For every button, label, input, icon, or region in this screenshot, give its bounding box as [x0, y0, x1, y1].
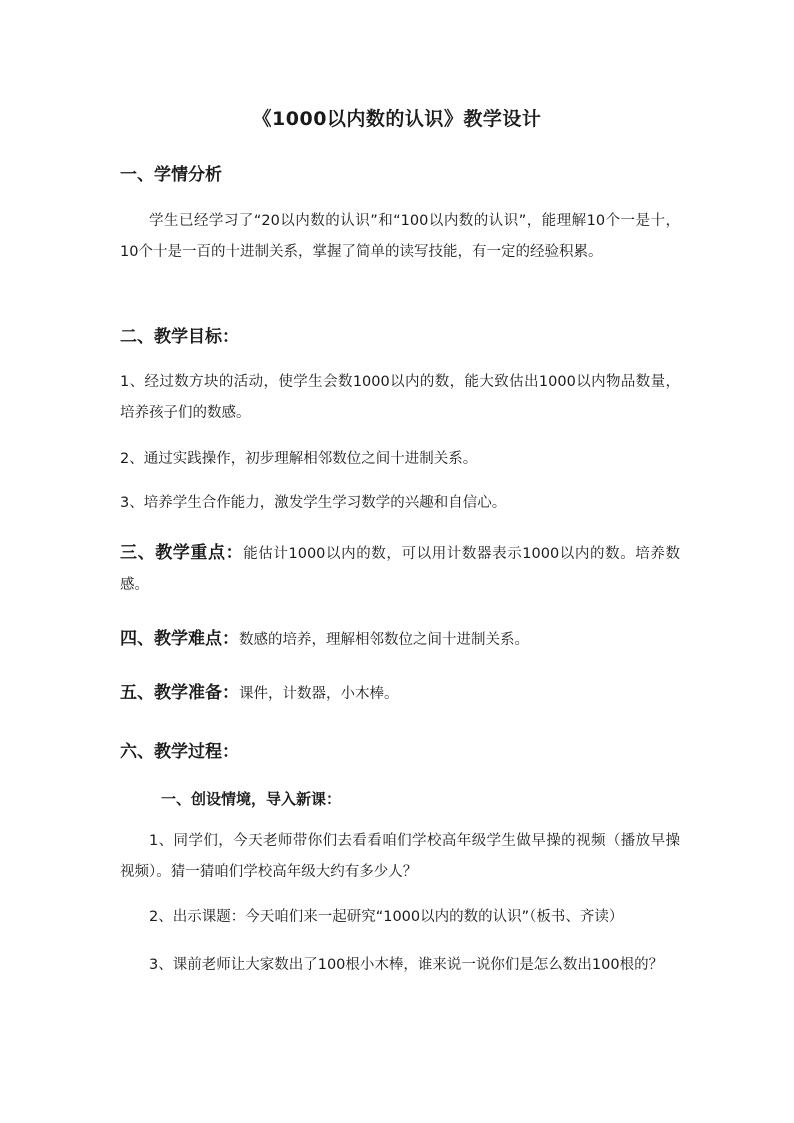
- preparation-text: 课件，计数器，小木棒。: [239, 686, 399, 702]
- difficulties-label: 四、教学难点：: [120, 629, 239, 649]
- section-heading-analysis: 一、学情分析: [120, 165, 222, 185]
- document-title: 《1000以内数的认识》教学设计: [252, 108, 542, 130]
- analysis-paragraph: 学生已经学习了“20以内数的认识”和“100以内数的认识”，能理解10个一是十，10个十是一百的十进制关系，掌握了简单的读写技能，有一定的经验积累。: [120, 213, 680, 260]
- process-item-3: 3、课前老师让大家数出了100根小木棒，谁来说一说你们是怎么数出100根的？: [149, 957, 664, 973]
- key-points-paragraph: [120, 538, 680, 601]
- key-points-text: 能估计1000以内的数，可以用计数器表示1000以内的数。培养数感。: [120, 546, 680, 593]
- goal-item-1: 1、经过数方块的活动，使学生会数1000以内的数，能大致估出1000以内物品数量，培养孩子们的数感。: [120, 374, 680, 421]
- difficulties-text: 数感的培养，理解相邻数位之间十进制关系。: [239, 632, 529, 648]
- goal-item-2: 2、通过实践操作，初步理解相邻数位之间十进制关系。: [120, 451, 478, 467]
- section-heading-process: 六、教学过程：: [120, 742, 239, 762]
- difficulties-paragraph: [120, 624, 680, 656]
- key-points-label: 三、教学重点：: [120, 543, 244, 563]
- preparation-paragraph: [120, 678, 680, 710]
- process-item-1: 1、同学们，今天老师带你们去看看咱们学校高年级学生做早操的视频（播放早操视频）。猜一猜咱们学校高年级大约有多少人？: [120, 833, 680, 880]
- preparation-label: 五、教学准备：: [120, 683, 239, 703]
- process-item-2: 2、出示课题：今天咱们来一起研究“1000以内的数的认识”（板书、齐读）: [149, 909, 624, 925]
- process-subheading: 一、创设情境，导入新课：: [161, 790, 342, 808]
- section-heading-goals: 二、教学目标：: [120, 327, 239, 347]
- goal-item-3: 3、培养学生合作能力，激发学生学习数学的兴趣和自信心。: [120, 495, 507, 511]
